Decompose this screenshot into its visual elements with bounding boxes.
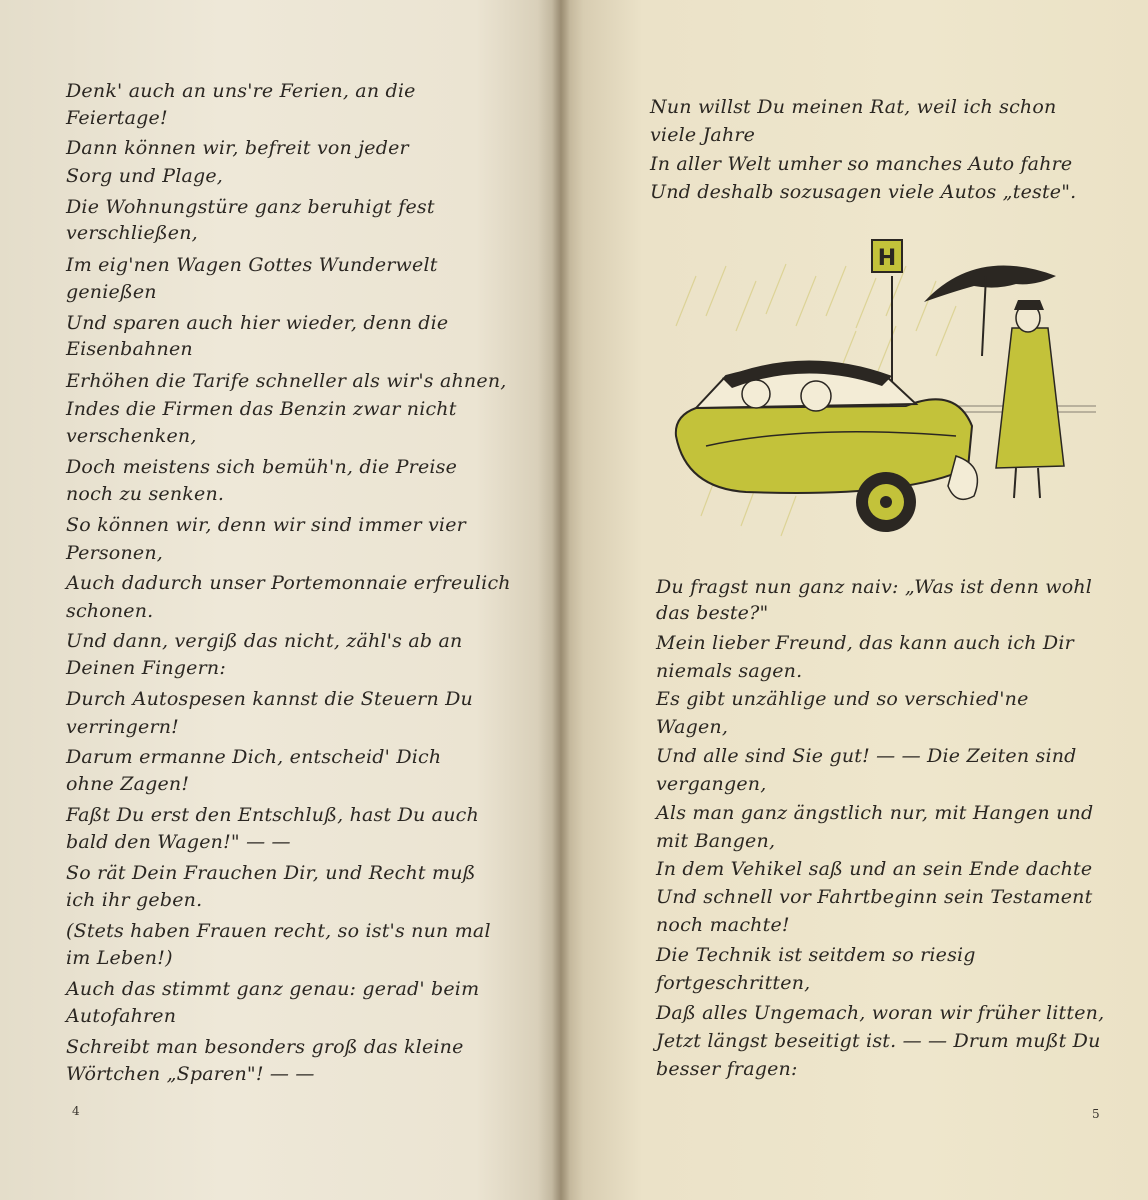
verse-line: Es gibt unzählige und so verschied'ne <box>656 688 1029 710</box>
verse-line: So rät Dein Frauchen Dir, und Recht muß <box>66 862 476 884</box>
verse-line: Du fragst nun ganz naiv: „Was ist denn wohl <box>656 576 1093 598</box>
verse-line: Darum ermanne Dich, entscheid' Dich <box>66 746 442 768</box>
verse-line: mit Bangen, <box>656 830 776 852</box>
verse-line: Jetzt längst beseitigt ist. — — Drum mußt Du <box>656 1030 1101 1052</box>
verse-line: viele Jahre <box>650 124 756 146</box>
verse-line: Wörtchen „Sparen"! — — <box>66 1063 315 1085</box>
verse-line: ich ihr geben. <box>66 889 203 911</box>
verse-line: Nun willst Du meinen Rat, weil ich schon <box>650 96 1057 118</box>
umbrella <box>924 266 1056 302</box>
verse-line: Deinen Fingern: <box>66 657 226 679</box>
verse-line: Erhöhen die Tarife schneller als wir's ahnen, <box>66 370 507 392</box>
verse-line: Eisenbahnen <box>66 338 193 360</box>
verse-line: Faßt Du erst den Entschluß, hast Du auch <box>66 804 479 826</box>
verse-line: Feiertage! <box>66 107 168 129</box>
verse-line: ohne Zagen! <box>66 773 190 795</box>
verse-line: Und schnell vor Fahrtbeginn sein Testament <box>656 886 1093 908</box>
verse-line: Als man ganz ängstlich nur, mit Hangen und <box>656 802 1094 824</box>
verse-line: bald den Wagen!" — — <box>66 831 291 853</box>
verse-line: Und dann, vergiß das nicht, zähl's ab an <box>66 630 463 652</box>
verse-line: verschenken, <box>66 425 197 447</box>
verse-line: Doch meistens sich bemüh'n, die Preise <box>66 456 458 478</box>
left-page <box>0 0 560 1200</box>
verse-line: Sorg und Plage, <box>66 165 224 187</box>
man-hat <box>1014 300 1044 310</box>
verse-line: besser fragen: <box>656 1058 798 1080</box>
verse-line: Die Wohnungstüre ganz beruhigt fest <box>66 196 435 218</box>
verse-line: In dem Vehikel saß und an sein Ende dachte <box>656 858 1093 880</box>
verse-line: Autofahren <box>66 1005 177 1027</box>
verse-line: Durch Autospesen kannst die Steuern Du <box>66 688 473 710</box>
man-coat <box>996 328 1064 468</box>
verse-line: Auch dadurch unser Portemonnaie erfreulich <box>66 572 511 594</box>
page-number-left: 4 <box>72 1104 80 1118</box>
verse-line: Und deshalb sozusagen viele Autos „teste". <box>650 181 1077 203</box>
verse-line: noch zu senken. <box>66 483 225 505</box>
verse-line: fortgeschritten, <box>656 972 811 994</box>
book-gutter <box>552 0 570 1200</box>
verse-line: niemals sagen. <box>656 660 803 682</box>
verse-line: Im eig'nen Wagen Gottes Wunderwelt <box>66 254 438 276</box>
verse-line: im Leben!) <box>66 947 173 969</box>
verse-line: verringern! <box>66 716 180 738</box>
bus-stop-letter: H <box>877 246 897 271</box>
verse-line: Die Technik ist seitdem so riesig <box>656 944 976 966</box>
verse-line: Auch das stimmt ganz genau: gerad' beim <box>66 978 480 1000</box>
verse-line: Schreibt man besonders groß das kleine <box>66 1036 464 1058</box>
driver <box>742 380 770 408</box>
verse-line: Wagen, <box>656 716 729 738</box>
verse-line: vergangen, <box>656 773 767 795</box>
page-number-right: 5 <box>1092 1107 1100 1121</box>
passenger <box>801 381 831 411</box>
verse-line: Personen, <box>66 542 164 564</box>
verse-line: Daß alles Ungemach, woran wir früher litten, <box>656 1002 1105 1024</box>
verse-line: Und alle sind Sie gut! — — Die Zeiten sind <box>656 745 1077 767</box>
verse-line: verschließen, <box>66 222 198 244</box>
verse-line: Indes die Firmen das Benzin zwar nicht <box>66 398 457 420</box>
verse-line: In aller Welt umher so manches Auto fahre <box>650 153 1073 175</box>
verse-line: Mein lieber Freund, das kann auch ich Dir <box>656 632 1074 654</box>
verse-line: genießen <box>66 281 157 303</box>
verse-line: schonen. <box>66 600 154 622</box>
verse-line: Und sparen auch hier wieder, denn die <box>66 312 449 334</box>
verse-line: (Stets haben Frauen recht, so ist's nun mal <box>66 920 491 942</box>
right-page <box>560 0 1148 1200</box>
verse-line: Denk' auch an uns're Ferien, an die <box>66 80 416 102</box>
verse-line: Dann können wir, befreit von jeder <box>66 137 409 159</box>
car-body <box>676 399 972 493</box>
verse-line: So können wir, denn wir sind immer vier <box>66 514 466 536</box>
car-illustration <box>656 236 1096 566</box>
umbrella-handle <box>982 276 986 356</box>
verse-line: noch machte! <box>656 914 790 936</box>
verse-line: das beste?" <box>656 602 769 624</box>
